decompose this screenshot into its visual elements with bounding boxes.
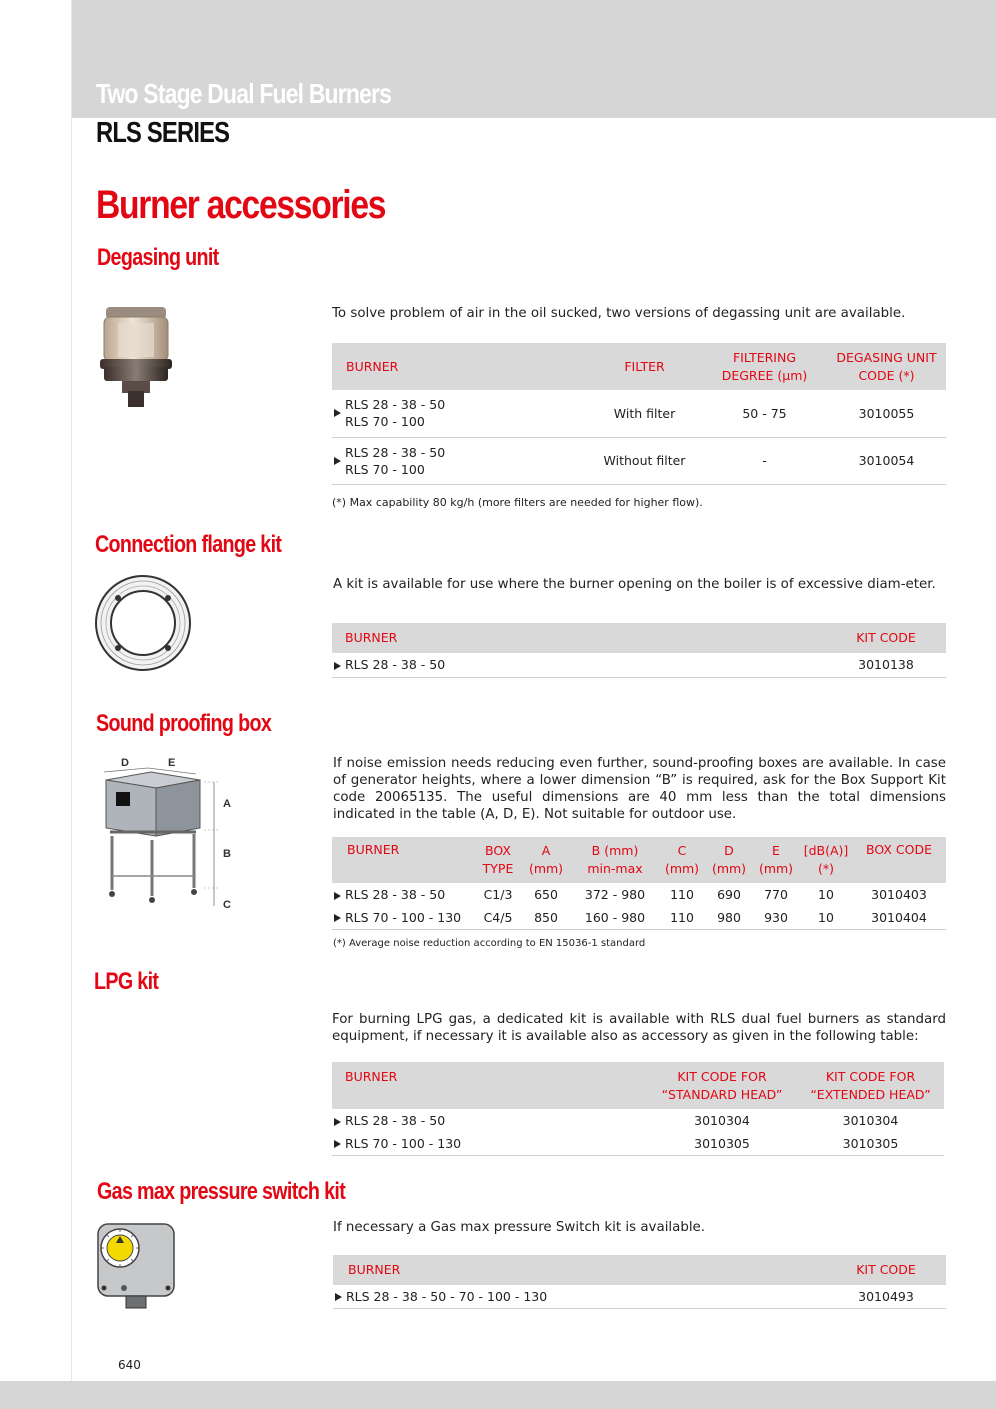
sound-proofing-box-image [96,756,246,912]
col-box-type: BOX TYPE [476,837,520,883]
bullet-triangle-icon [334,1118,341,1126]
degasing-intro: To solve problem of air in the oil sucked, two versions of degassing unit are available. [332,306,906,321]
table-row: RLS 28 - 38 - 50 3010304 3010304 [332,1109,944,1132]
bullet-triangle-icon [334,892,341,900]
col-b: B (mm) min-max [572,837,658,883]
dim-label-a: A [223,798,231,810]
col-db: [dB(A)] (*) [800,837,852,883]
dim-label-c: C [223,899,231,911]
sound-intro: If noise emission needs reducing even further, sound-proofing boxes are available. In case of generator heights, where a lower dimension “B” is required, ask for the Box Support Kit code 20065135. The useful dimensions are 40 mm less than the total dimensions indicated in the table (A, D, E). Not suitable for outdoor use. [333,756,946,822]
col-filtering-degree: FILTERING DEGREE (μm) [702,343,827,390]
gas-table [333,1255,946,1309]
page-heading: Burner accessories [96,183,386,227]
bullet-triangle-icon [334,457,341,465]
flange-table [332,623,946,678]
col-d: D (mm) [706,837,752,883]
table-row: RLS 28 - 38 - 50 RLS 70 - 100 Without filter - 3010054 [332,437,946,484]
bullet-triangle-icon [334,1140,341,1148]
series-title: RLS SERIES [96,117,230,149]
section-title-degasing: Degasing unit [97,244,219,271]
table-row: RLS 70 - 100 - 130 C4/5 850 160 - 980 110 980 930 10 3010404 [332,906,946,929]
lpg-table [332,1062,944,1156]
lpg-intro: For burning LPG gas, a dedicated kit is available with RLS dual fuel burners as standard equipment, if necessary it is available also as accessory as given in the following table: [332,1012,946,1044]
col-kit-code: KIT CODE [826,623,946,653]
section-title-sound: Sound proofing box [96,710,272,737]
degasing-unit-image [94,303,178,409]
connection-flange-image [94,574,192,672]
col-burner: BURNER [333,1255,826,1285]
col-burner: BURNER [332,343,587,390]
col-kit-code: KIT CODE [826,1255,946,1285]
col-filter: FILTER [587,343,702,390]
col-burner: BURNER [332,837,476,883]
col-burner: BURNER [332,623,826,653]
degasing-table [332,343,946,485]
dim-label-d: D [121,757,129,769]
gas-intro: If necessary a Gas max pressure Switch kit is available. [333,1220,706,1235]
table-row: RLS 28 - 38 - 50 - 70 - 100 - 130 3010493 [333,1285,946,1308]
document-title: Two Stage Dual Fuel Burners [96,78,392,109]
bullet-triangle-icon [335,1293,342,1301]
col-a: A (mm) [520,837,572,883]
section-title-gas: Gas max pressure switch kit [97,1178,346,1205]
col-e: E (mm) [752,837,800,883]
col-extended-head: KIT CODE FOR “EXTENDED HEAD” [797,1062,944,1109]
dim-label-b: B [223,848,231,860]
section-title-flange: Connection flange kit [95,531,282,558]
col-burner: BURNER [332,1062,647,1109]
page-number: 640 [118,1358,141,1372]
page-left-margin [0,0,72,1409]
col-degasing-code: DEGASING UNIT CODE (*) [827,343,946,390]
bullet-triangle-icon [334,662,341,670]
footer-band [0,1381,996,1409]
table-row: RLS 28 - 38 - 50 RLS 70 - 100 With filter 50 - 75 3010055 [332,390,946,437]
gas-pressure-switch-image [96,1222,176,1310]
col-standard-head: KIT CODE FOR “STANDARD HEAD” [647,1062,797,1109]
col-c: C (mm) [658,837,706,883]
flange-intro: A kit is available for use where the burner opening on the boiler is of excessive diam-eter. [333,577,936,592]
table-row: RLS 28 - 38 - 50 3010138 [332,653,946,677]
bullet-triangle-icon [334,914,341,922]
col-box-code: BOX CODE [852,837,946,883]
table-row: RLS 28 - 38 - 50 C1/3 650 372 - 980 110 690 770 10 3010403 [332,883,946,906]
section-title-lpg: LPG kit [94,968,159,995]
sound-table [332,837,946,930]
dim-label-e: E [168,757,176,769]
degasing-footnote: (*) Max capability 80 kg/h (more filters are needed for higher flow). [332,496,703,509]
bullet-triangle-icon [334,409,341,417]
table-row: RLS 70 - 100 - 130 3010305 3010305 [332,1132,944,1155]
sound-footnote: (*) Average noise reduction according to EN 15036-1 standard [333,938,646,949]
